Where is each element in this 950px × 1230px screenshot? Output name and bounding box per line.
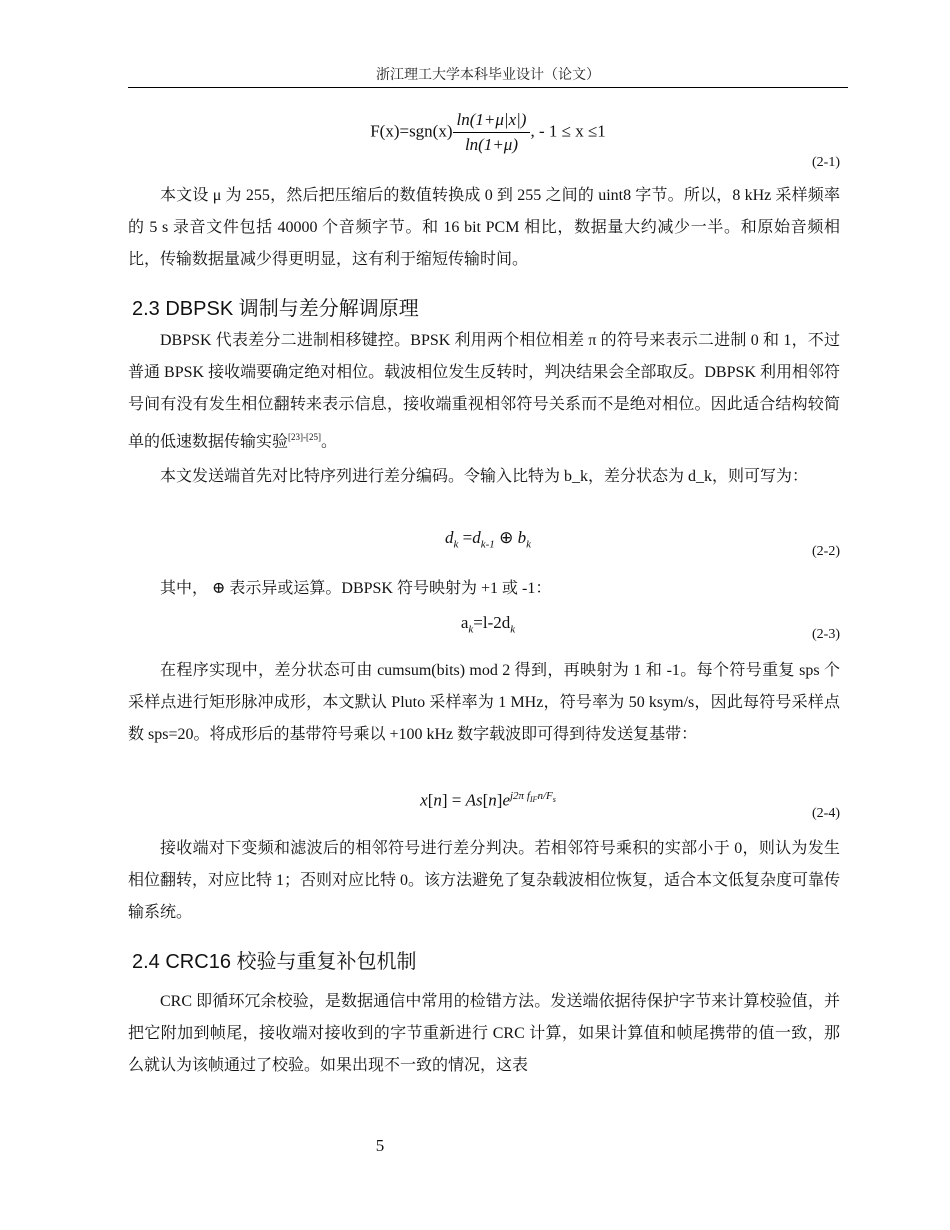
equation-2-2 (128, 528, 848, 564)
paragraph-xor-mapping: 其中， ⊕ 表示异或运算。DBPSK 符号映射为 +1 或 -1： (160, 580, 552, 597)
equation-number: (2-2) (812, 544, 840, 559)
header-rule (128, 87, 848, 88)
equation-2-3 (128, 613, 848, 649)
eq1-range: , - 1 ≤ x ≤1 (530, 121, 606, 141)
citation-23-25: [23]-[25] (288, 432, 322, 442)
equation-number: (2-4) (812, 806, 840, 821)
paragraph-dbpsk-text: DBPSK 代表差分二进制相移键控。BPSK 利用两个相位相差 π 的符号来表示二进制 0 和 1，不过普通 BPSK 接收端要确定绝对相位。载波相位发生反转时，判决结果会全部取反。DBPSK 利用相邻符号间有没有发生相位翻转来表示信息，接收端重视相邻符号关系而不是绝对相位。因此适合结构较简单的低速数据传输实验 (128, 332, 840, 451)
equation-2-1 (128, 108, 848, 168)
equation-number: (2-1) (812, 155, 840, 170)
equation-2-1-body (128, 110, 848, 155)
equation-2-4-body: $x[n] = As[n]e^{j2\pi f_{IF}n/F_s}$ (420, 790, 556, 810)
paragraph-crc: CRC 即循环冗余校验，是数据通信中常用的检错方法。发送端依据待保护字节来计算校验值，并把它附加到帧尾，接收端对接收到的字节重新进行 CRC 计算，如果计算值和帧尾携带的值一致，那么就认为该帧通过了校验。如果出现不一致的情况，这表 (128, 993, 840, 1074)
paragraph-diff-encoding: 本文发送端首先对比特序列进行差分编码。令输入比特为 b_k，差分状态为 d_k，则可写为： (160, 468, 809, 485)
eq1-numerator: ln(1+μ|x|) (453, 110, 531, 133)
paragraph-diff-decision: 接收端对下变频和滤波后的相邻符号进行差分判决。若相邻符号乘积的实部小于 0，则认为发生相位翻转，对应比特 1；否则对应比特 0。该方法避免了复杂载波相位恢复，适合本文低复杂度可靠传输系统。 (128, 840, 841, 921)
section-heading-2-3: 2.3 DBPSK 调制与差分解调原理 (132, 298, 419, 320)
eq1-denominator: ln(1+μ) (464, 135, 519, 154)
paragraph-dbpsk-end: 。 (321, 433, 338, 451)
page-number: 5 (375, 1136, 385, 1155)
eq1-fraction (453, 110, 531, 155)
equation-number: (2-3) (812, 627, 840, 642)
page-header-title: 浙江理工大学本科毕业设计（论文） (376, 67, 600, 83)
section-heading-2-4: 2.4 CRC16 校验与重复补包机制 (132, 951, 417, 973)
equation-2-3-body: $a_k=l-2d_k$ (460, 613, 516, 636)
equation-2-2-body: $d_k =d_{k-1}$ ⊕ $b_k$ (445, 528, 531, 551)
equation-2-4 (128, 790, 848, 826)
paragraph-implementation: 在程序实现中，差分状态可由 cumsum(bits) mod 2 得到，再映射为 1 和 -1。每个符号重复 sps 个采样点进行矩形脉冲成形，本文默认 Pluto 采样率为 1 MHz，符号率为 50 ksym/s，因此每符号采样点数 sps=20。将成形后的基带符号乘以 +100 kHz 数字载波即可得到待发送复基带： (128, 662, 840, 743)
paragraph-mu-law: 本文设 μ 为 255，然后把压缩后的数值转换成 0 到 255 之间的 uint8 字节。所以，8 kHz 采样频率的 5 s 录音文件包括 40000 个音频字节。和 16 bit PCM 相比，数据量大约减少一半。和原始音频相比，传输数据量减少得更明显，这有利于缩短传输时间。 (128, 187, 840, 268)
paragraph-dbpsk-intro (128, 325, 840, 458)
eq1-lhs: F(x)=sgn(x) (370, 121, 453, 141)
